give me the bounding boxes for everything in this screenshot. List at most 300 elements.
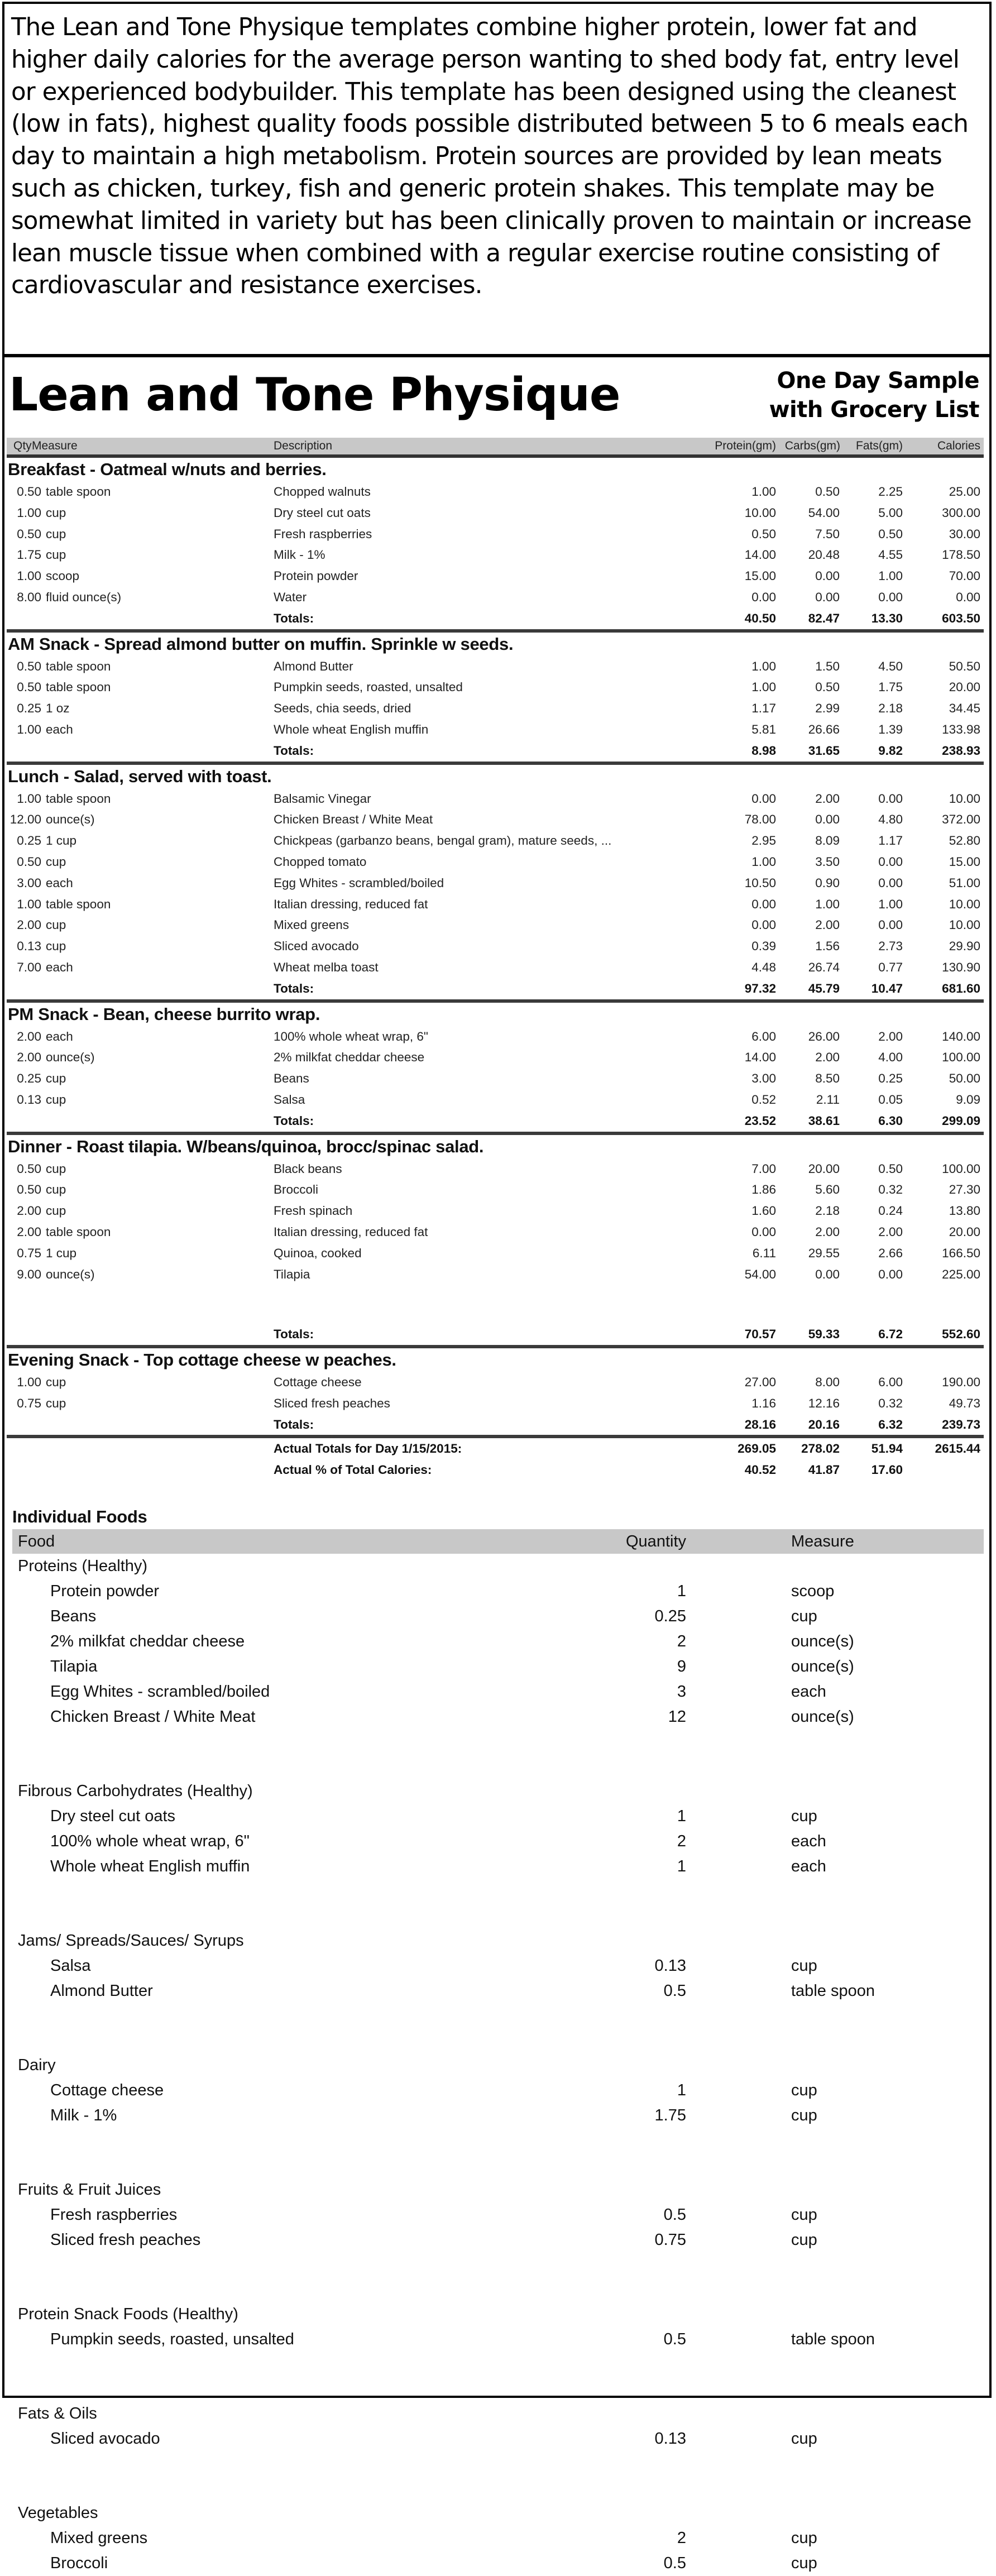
fats-cell: 1.00 [878, 569, 903, 583]
protein-cell: 1.00 [751, 659, 776, 673]
subtitle-line-1: One Day Sample [777, 368, 979, 394]
spacer [7, 1285, 984, 1324]
grocery-food: Cottage cheese [50, 2081, 164, 2099]
totals-label: Totals: [274, 981, 314, 995]
grocery-food: Tilapia [50, 1658, 98, 1675]
fats-cell: 1.75 [878, 680, 903, 695]
protein-cell: 0.50 [751, 526, 776, 541]
food-row [7, 830, 984, 851]
measure-cell: cup [46, 1182, 66, 1197]
description-cell: Fresh raspberries [274, 526, 372, 541]
food-row [7, 524, 984, 545]
fats-cell: 0.24 [878, 1204, 903, 1218]
grocery-body [12, 1554, 984, 2576]
qty-cell: 2.00 [17, 1029, 41, 1043]
fats-cell: 5.00 [878, 505, 903, 520]
carbs-cell: 0.00 [815, 812, 840, 827]
carbs-cell: 20.00 [808, 1161, 840, 1176]
qty-cell: 9.00 [17, 1267, 41, 1281]
fats-cell: 0.50 [878, 526, 903, 541]
percent-carbs: 41.87 [808, 1463, 840, 1477]
category-name: Jams/ Spreads/Sauces/ Syrups [18, 1932, 244, 1950]
grocery-header-row [12, 1529, 984, 1554]
fats-total: 13.30 [871, 611, 903, 625]
fats-cell: 4.80 [878, 812, 903, 827]
description-cell: Fresh spinach [274, 1204, 353, 1218]
grocery-item [12, 1953, 984, 1979]
calories-cell: 225.00 [942, 1267, 980, 1281]
carbs-cell: 29.55 [808, 1246, 840, 1260]
page-title: Lean and Tone Physique [9, 368, 620, 422]
grocery-item [12, 2228, 984, 2253]
carbs-cell: 7.50 [815, 526, 840, 541]
calories-cell: 27.30 [949, 1182, 980, 1197]
measure-cell: cup [46, 939, 66, 954]
grocery-food: Mixed greens [50, 2529, 148, 2547]
protein-cell: 0.00 [751, 791, 776, 806]
grocery-item [12, 2202, 984, 2228]
grocery-quantity: 12 [668, 1708, 686, 1726]
grocery-item [12, 1579, 984, 1604]
grocery-item [12, 1804, 984, 1829]
food-row [7, 544, 984, 566]
day-percent-label: Actual % of Total Calories: [274, 1463, 432, 1477]
protein-cell: 4.48 [751, 960, 776, 974]
grocery-food: Broccoli [50, 2554, 108, 2572]
grocery-item [12, 2551, 984, 2576]
measure-cell: ounce(s) [46, 812, 95, 827]
grocery-quantity: 2 [677, 2529, 686, 2547]
measure-cell: table spoon [46, 485, 111, 499]
day-totals-label: Actual Totals for Day 1/15/2015: [274, 1442, 462, 1456]
measure-cell: 1 cup [46, 834, 77, 848]
grocery-measure: cup [791, 1607, 817, 1625]
description-cell: Quinoa, cooked [274, 1246, 362, 1260]
description-cell: Balsamic Vinegar [274, 791, 371, 806]
description-cell: Wheat melba toast [274, 960, 379, 974]
fats-cell: 2.66 [878, 1246, 903, 1260]
calories-cell: 70.00 [949, 569, 980, 583]
qty-cell: 0.50 [17, 1161, 41, 1176]
measure-cell: each [46, 960, 73, 974]
food-row [7, 1179, 984, 1200]
protein-cell: 1.00 [751, 485, 776, 499]
calories-cell: 372.00 [942, 812, 980, 827]
food-row [7, 1026, 984, 1047]
grocery-measure: scoop [791, 1582, 835, 1600]
food-row [7, 873, 984, 894]
calories-cell: 140.00 [942, 1029, 980, 1043]
calories-cell: 10.00 [949, 918, 980, 932]
category-gap [12, 2128, 984, 2177]
protein-cell: 14.00 [744, 548, 776, 562]
protein-cell: 0.39 [751, 939, 776, 954]
qty-cell: 1.75 [17, 548, 41, 562]
fats-total: 9.82 [878, 743, 903, 758]
category-gap [12, 2253, 984, 2302]
grocery-quantity: 0.5 [663, 2554, 686, 2572]
qty-cell: 1.00 [17, 722, 41, 736]
grocery-measure: each [791, 1857, 826, 1875]
measure-cell: table spoon [46, 897, 111, 911]
description-cell: Chopped walnuts [274, 485, 371, 499]
grocery-food: 2% milkfat cheddar cheese [50, 1632, 245, 1650]
measure-cell: scoop [46, 569, 80, 583]
grocery-quantity: 1.75 [654, 2106, 686, 2124]
grocery-category [12, 2053, 984, 2078]
qty-cell: 0.25 [17, 1071, 41, 1086]
measure-cell: each [46, 875, 73, 890]
category-gap [12, 2352, 984, 2401]
measure-cell: ounce(s) [46, 1050, 95, 1065]
calories-cell: 178.50 [942, 548, 980, 562]
category-gap [12, 2451, 984, 2501]
fats-cell: 1.39 [878, 722, 903, 736]
grocery-measure: table spoon [791, 1982, 875, 2000]
food-row [7, 1222, 984, 1243]
measure-cell: table spoon [46, 1224, 111, 1239]
qty-cell: 2.00 [17, 1050, 41, 1065]
fats-cell: 0.50 [878, 1161, 903, 1176]
carbs-cell: 0.00 [815, 569, 840, 583]
protein-cell: 1.17 [751, 701, 776, 716]
food-row [7, 502, 984, 524]
fats-cell: 0.32 [878, 1182, 903, 1197]
totals-label: Totals: [274, 1327, 314, 1342]
carbs-cell: 54.00 [808, 505, 840, 520]
calories-cell: 100.00 [942, 1050, 980, 1065]
grocery-measure: cup [791, 2430, 817, 2448]
description-cell: Water [274, 590, 307, 604]
day-summary [7, 1435, 984, 1481]
fats-total: 6.32 [878, 1417, 903, 1431]
fats-cell: 2.25 [878, 485, 903, 499]
qty-cell: 3.00 [17, 875, 41, 890]
totals-label: Totals: [274, 1417, 314, 1431]
percent-protein: 40.52 [744, 1463, 776, 1477]
grocery-item [12, 1829, 984, 1854]
grocery-category [12, 1779, 984, 1804]
grocery-measure: cup [791, 2206, 817, 2224]
food-row [7, 656, 984, 677]
measure-cell: table spoon [46, 659, 111, 673]
qty-cell: 0.50 [17, 1182, 41, 1197]
description-cell: Chickpeas (garbanzo beans, bengal gram), mature seeds, ... [274, 834, 612, 848]
fats-cell: 4.50 [878, 659, 903, 673]
category-name: Vegetables [18, 2504, 98, 2522]
carbs-cell: 0.50 [815, 485, 840, 499]
qty-cell: 1.00 [17, 569, 41, 583]
food-row [7, 957, 984, 978]
column-description: Description [274, 439, 333, 452]
grocery-measure: cup [791, 2554, 817, 2572]
protein-cell: 15.00 [744, 569, 776, 583]
food-row [7, 894, 984, 915]
day-percent-row [7, 1459, 984, 1481]
carbs-total: 82.47 [808, 611, 840, 625]
grocery-item [12, 2426, 984, 2451]
meal-title: Lunch - Salad, served with toast. [8, 766, 272, 786]
calories-cell: 130.90 [942, 960, 980, 974]
description-cell: Italian dressing, reduced fat [274, 897, 428, 911]
grocery-food: Protein powder [50, 1582, 160, 1600]
qty-cell: 1.00 [17, 897, 41, 911]
column-qty: Qty [13, 439, 32, 452]
meal-title: PM Snack - Bean, cheese burrito wrap. [8, 1004, 320, 1024]
description-cell: Chicken Breast / White Meat [274, 812, 433, 827]
grocery-item [12, 2103, 984, 2128]
measure-cell: ounce(s) [46, 1267, 95, 1281]
protein-cell: 0.00 [751, 590, 776, 604]
carbs-cell: 8.09 [815, 834, 840, 848]
grocery-item [12, 1654, 984, 1679]
measure-cell: table spoon [46, 791, 111, 806]
grocery-category [12, 2177, 984, 2202]
measure-cell: each [46, 722, 73, 736]
day-fats: 51.94 [871, 1442, 903, 1456]
calories-cell: 10.00 [949, 791, 980, 806]
qty-cell: 0.25 [17, 701, 41, 716]
qty-cell: 0.13 [17, 939, 41, 954]
meal-title: Breakfast - Oatmeal w/nuts and berries. [8, 459, 327, 479]
grocery-quantity: 9 [677, 1658, 686, 1675]
measure-cell: cup [46, 1375, 66, 1390]
grocery-column-quantity: Quantity [626, 1533, 686, 1550]
carbs-cell: 20.48 [808, 548, 840, 562]
fats-cell: 1.00 [878, 897, 903, 911]
grocery-quantity: 0.13 [654, 2430, 686, 2448]
calories-cell: 10.00 [949, 897, 980, 911]
day-protein: 269.05 [738, 1442, 776, 1456]
description-cell: Seeds, chia seeds, dried [274, 701, 411, 716]
grocery-item [12, 1604, 984, 1629]
category-gap [12, 1730, 984, 1779]
carbs-total: 20.16 [808, 1417, 840, 1431]
protein-total: 40.50 [744, 611, 776, 625]
food-row [7, 719, 984, 740]
calories-cell: 166.50 [942, 1246, 980, 1260]
carbs-cell: 2.00 [815, 1050, 840, 1065]
totals-row [7, 1324, 984, 1345]
grocery-quantity: 0.5 [663, 2330, 686, 2348]
qty-cell: 2.00 [17, 1224, 41, 1239]
protein-cell: 10.00 [744, 505, 776, 520]
column-fats: Fats(gm) [856, 439, 903, 452]
fats-cell: 0.25 [878, 1071, 903, 1086]
meal-title: AM Snack - Spread almond butter on muffin. Sprinkle w seeds. [8, 634, 514, 654]
grocery-item [12, 1679, 984, 1704]
grocery-food: Milk - 1% [50, 2106, 117, 2124]
carbs-total: 59.33 [808, 1327, 840, 1342]
totals-row [7, 1414, 984, 1435]
qty-cell: 0.50 [17, 659, 41, 673]
meal-section [7, 1003, 984, 1135]
fats-cell: 4.55 [878, 548, 903, 562]
qty-cell: 1.00 [17, 791, 41, 806]
grocery-item [12, 1704, 984, 1730]
grocery-category [12, 1928, 984, 1953]
calories-total: 239.73 [942, 1417, 980, 1431]
calories-total: 299.09 [942, 1113, 980, 1128]
measure-cell: cup [46, 854, 66, 869]
grocery-quantity: 2 [677, 1832, 686, 1850]
food-row [7, 1200, 984, 1222]
category-name: Protein Snack Foods (Healthy) [18, 2305, 238, 2323]
protein-cell: 0.52 [751, 1092, 776, 1107]
category-name: Dairy [18, 2056, 56, 2074]
meal-section [7, 458, 984, 633]
grocery-food: Beans [50, 1607, 97, 1625]
protein-cell: 1.00 [751, 680, 776, 695]
grocery-measure: cup [791, 1807, 817, 1825]
meal-plan [7, 458, 984, 1481]
calories-cell: 29.90 [949, 939, 980, 954]
grocery-quantity: 2 [677, 1632, 686, 1650]
category-name: Fibrous Carbohydrates (Healthy) [18, 1782, 253, 1800]
fats-cell: 6.00 [878, 1375, 903, 1390]
protein-cell: 54.00 [744, 1267, 776, 1281]
fats-cell: 2.18 [878, 701, 903, 716]
column-calories: Calories [937, 439, 980, 452]
qty-cell: 0.50 [17, 485, 41, 499]
qty-cell: 12.00 [9, 812, 41, 827]
food-row [7, 566, 984, 587]
fats-total: 6.72 [878, 1327, 903, 1342]
carbs-total: 31.65 [808, 743, 840, 758]
protein-total: 70.57 [744, 1327, 776, 1342]
grocery-column-food: Food [18, 1533, 55, 1550]
measure-cell: cup [46, 1071, 66, 1086]
carbs-cell: 1.56 [815, 939, 840, 954]
description-cell: Whole wheat English muffin [274, 722, 429, 736]
grocery-food: Fresh raspberries [50, 2206, 178, 2224]
carbs-cell: 0.50 [815, 680, 840, 695]
food-row [7, 936, 984, 957]
grocery-category [12, 2501, 984, 2526]
protein-cell: 7.00 [751, 1161, 776, 1176]
calories-cell: 52.80 [949, 834, 980, 848]
grocery-measure: cup [791, 2106, 817, 2124]
description-cell: Dry steel cut oats [274, 505, 371, 520]
calories-cell: 49.73 [949, 1396, 980, 1410]
description-cell: Black beans [274, 1161, 342, 1176]
qty-cell: 0.50 [17, 854, 41, 869]
meal-section [7, 765, 984, 1003]
measure-cell: cup [46, 548, 66, 562]
qty-cell: 0.50 [17, 680, 41, 695]
carbs-total: 45.79 [808, 981, 840, 995]
protein-total: 23.52 [744, 1113, 776, 1128]
qty-cell: 0.75 [17, 1396, 41, 1410]
column-measure: Measure [32, 439, 78, 452]
totals-row [7, 608, 984, 629]
description-cell: Sliced fresh peaches [274, 1396, 390, 1410]
meal-title: Evening Snack - Top cottage cheese w peaches. [8, 1350, 396, 1370]
totals-row [7, 740, 984, 762]
protein-cell: 14.00 [744, 1050, 776, 1065]
food-row [7, 698, 984, 719]
calories-cell: 133.98 [942, 722, 980, 736]
category-name: Proteins (Healthy) [18, 1557, 148, 1575]
grocery-food: Salsa [50, 1957, 91, 1975]
totals-row [7, 1110, 984, 1132]
calories-cell: 100.00 [942, 1161, 980, 1176]
qty-cell: 1.00 [17, 1375, 41, 1390]
measure-cell: cup [46, 1092, 66, 1107]
carbs-cell: 8.00 [815, 1375, 840, 1390]
qty-cell: 2.00 [17, 918, 41, 932]
qty-cell: 0.25 [17, 834, 41, 848]
carbs-cell: 3.50 [815, 854, 840, 869]
meal-section [7, 633, 984, 765]
grocery-column-measure: Measure [791, 1533, 854, 1550]
calories-cell: 15.00 [949, 854, 980, 869]
food-row [7, 809, 984, 830]
calories-cell: 300.00 [942, 505, 980, 520]
description-cell: Beans [274, 1071, 309, 1086]
description-cell: 2% milkfat cheddar cheese [274, 1050, 425, 1065]
fats-cell: 0.32 [878, 1396, 903, 1410]
fats-cell: 0.00 [878, 1267, 903, 1281]
carbs-cell: 2.99 [815, 701, 840, 716]
carbs-total: 38.61 [808, 1113, 840, 1128]
description-cell: Mixed greens [274, 918, 349, 932]
description-cell: Protein powder [274, 569, 358, 583]
page-subtitle [769, 366, 979, 424]
carbs-cell: 5.60 [815, 1182, 840, 1197]
calories-total: 681.60 [942, 981, 980, 995]
fats-total: 6.30 [878, 1113, 903, 1128]
protein-cell: 78.00 [744, 812, 776, 827]
column-carbs: Carbs(gm) [784, 439, 840, 452]
measure-cell: table spoon [46, 680, 111, 695]
fats-cell: 4.00 [878, 1050, 903, 1065]
calories-cell: 25.00 [949, 485, 980, 499]
grocery-quantity: 0.75 [654, 2231, 686, 2249]
measure-cell: cup [46, 1161, 66, 1176]
protein-cell: 10.50 [744, 875, 776, 890]
carbs-cell: 8.50 [815, 1071, 840, 1086]
calories-cell: 51.00 [949, 875, 980, 890]
category-name: Fruits & Fruit Juices [18, 2181, 161, 2199]
grocery-quantity: 3 [677, 1683, 686, 1701]
fats-cell: 0.00 [878, 854, 903, 869]
protein-cell: 0.00 [751, 897, 776, 911]
measure-cell: cup [46, 1204, 66, 1218]
calories-cell: 9.09 [956, 1092, 980, 1107]
description-cell: Egg Whites - scrambled/boiled [274, 875, 444, 890]
description-cell: Milk - 1% [274, 548, 325, 562]
protein-cell: 1.60 [751, 1204, 776, 1218]
grocery-food: Egg Whites - scrambled/boiled [50, 1683, 270, 1701]
measure-cell: 1 cup [46, 1246, 77, 1260]
description-cell: Cottage cheese [274, 1375, 362, 1390]
grocery-food: Whole wheat English muffin [50, 1857, 250, 1875]
carbs-cell: 2.00 [815, 791, 840, 806]
fats-cell: 0.00 [878, 590, 903, 604]
protein-cell: 5.81 [751, 722, 776, 736]
protein-cell: 2.95 [751, 834, 776, 848]
day-carbs: 278.02 [801, 1442, 840, 1456]
protein-total: 8.98 [751, 743, 776, 758]
carbs-cell: 2.00 [815, 918, 840, 932]
food-row [7, 914, 984, 936]
grocery-measure: ounce(s) [791, 1658, 854, 1675]
grocery-category [12, 1554, 984, 1579]
column-protein: Protein(gm) [715, 439, 776, 452]
calories-cell: 50.00 [949, 1071, 980, 1086]
carbs-cell: 26.66 [808, 722, 840, 736]
